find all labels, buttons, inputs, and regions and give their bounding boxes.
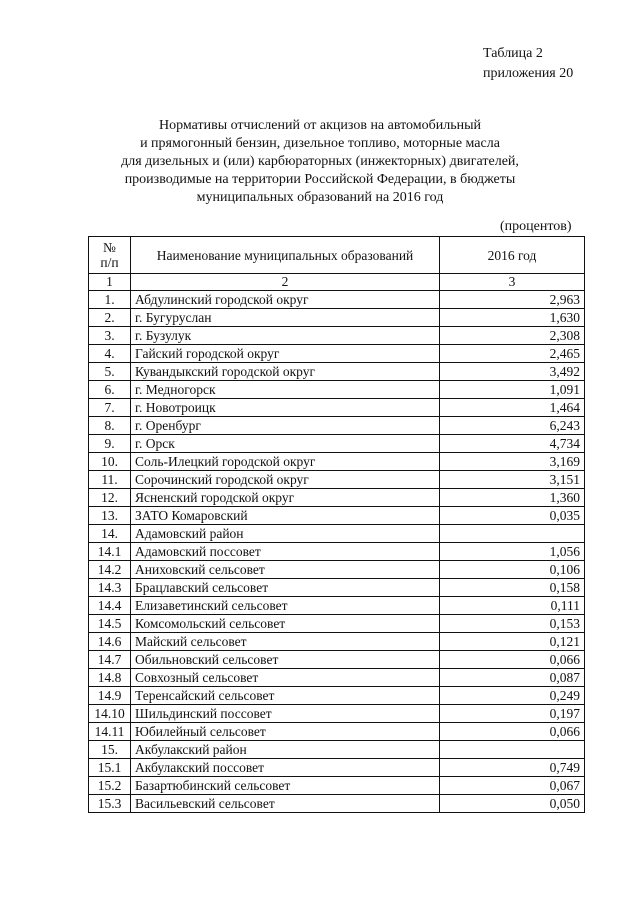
row-name: Акбулакский район [131, 741, 440, 759]
row-number: 6. [89, 381, 131, 399]
units-label: (процентов) [500, 219, 572, 234]
row-value: 0,066 [440, 651, 585, 669]
norms-table [88, 236, 585, 813]
row-name: г. Медногорск [131, 381, 440, 399]
column-index: 3 [440, 274, 585, 291]
row-name: Гайский городской округ [131, 345, 440, 363]
row-name: Майский сельсовет [131, 633, 440, 651]
header-year: 2016 год [440, 237, 585, 274]
row-number: 15.1 [89, 759, 131, 777]
table-row [89, 291, 585, 309]
table-reference [483, 44, 573, 84]
title-line: и прямогонный бензин, дизельное топливо, моторные масла [140, 136, 500, 151]
row-number: 9. [89, 435, 131, 453]
row-number: 14.11 [89, 723, 131, 741]
reference-table-number: Таблица 2 [483, 46, 543, 61]
table-row [89, 417, 585, 435]
table-row [89, 471, 585, 489]
title-line: для дизельных и (или) карбюраторных (инжекторных) двигателей, [121, 154, 519, 169]
table-row [89, 435, 585, 453]
row-name: Васильевский сельсовет [131, 795, 440, 813]
row-number: 14.6 [89, 633, 131, 651]
table-header-row [89, 237, 585, 274]
row-name: Юбилейный сельсовет [131, 723, 440, 741]
row-name: Соль-Илецкий городской округ [131, 453, 440, 471]
row-name: Шильдинский поссовет [131, 705, 440, 723]
row-number: 15.3 [89, 795, 131, 813]
row-value: 1,360 [440, 489, 585, 507]
table-row [89, 705, 585, 723]
row-value: 2,465 [440, 345, 585, 363]
row-name: Совхозный сельсовет [131, 669, 440, 687]
row-value: 0,050 [440, 795, 585, 813]
row-name: Сорочинский городской округ [131, 471, 440, 489]
row-name: Аниховский сельсовет [131, 561, 440, 579]
table-row [89, 687, 585, 705]
row-value: 0,121 [440, 633, 585, 651]
row-value: 6,243 [440, 417, 585, 435]
table-row [89, 615, 585, 633]
table-row [89, 309, 585, 327]
row-name: Адамовский поссовет [131, 543, 440, 561]
table-row [89, 399, 585, 417]
table-row [89, 561, 585, 579]
column-index: 1 [89, 274, 131, 291]
table-row [89, 741, 585, 759]
table-row [89, 543, 585, 561]
table-body [89, 291, 585, 813]
header-name: Наименование муниципальных образований [131, 237, 440, 274]
row-number: 4. [89, 345, 131, 363]
row-value: 0,158 [440, 579, 585, 597]
row-name: г. Бугуруслан [131, 309, 440, 327]
table-row [89, 651, 585, 669]
row-name: Комсомольский сельсовет [131, 615, 440, 633]
row-value: 1,056 [440, 543, 585, 561]
row-value: 0,066 [440, 723, 585, 741]
table-row [89, 669, 585, 687]
row-value [440, 741, 585, 759]
row-value: 3,492 [440, 363, 585, 381]
row-name: Обильновский сельсовет [131, 651, 440, 669]
row-name: Акбулакский поссовет [131, 759, 440, 777]
title-line: производимые на территории Российской Федерации, в бюджеты [124, 172, 516, 187]
row-value: 3,169 [440, 453, 585, 471]
table-row [89, 795, 585, 813]
row-number: 14.3 [89, 579, 131, 597]
row-number: 11. [89, 471, 131, 489]
row-number: 14.9 [89, 687, 131, 705]
row-number: 14.5 [89, 615, 131, 633]
table-row [89, 633, 585, 651]
row-value: 0,249 [440, 687, 585, 705]
header-number [89, 237, 131, 274]
table-row [89, 327, 585, 345]
row-number: 15.2 [89, 777, 131, 795]
title-line: Нормативы отчислений от акцизов на автомобильный [158, 118, 482, 133]
row-number: 14.1 [89, 543, 131, 561]
row-value: 2,308 [440, 327, 585, 345]
row-value: 0,067 [440, 777, 585, 795]
row-number: 14.7 [89, 651, 131, 669]
table-row [89, 579, 585, 597]
row-value: 0,111 [440, 597, 585, 615]
table-row [89, 381, 585, 399]
row-number: 7. [89, 399, 131, 417]
row-name: Елизаветинский сельсовет [131, 597, 440, 615]
table-row [89, 345, 585, 363]
row-number: 13. [89, 507, 131, 525]
row-name: Кувандыкский городской округ [131, 363, 440, 381]
row-name: г. Новотроицк [131, 399, 440, 417]
row-number: 14.2 [89, 561, 131, 579]
table-row [89, 489, 585, 507]
row-number: 12. [89, 489, 131, 507]
row-value: 3,151 [440, 471, 585, 489]
table-row [89, 759, 585, 777]
row-value: 1,091 [440, 381, 585, 399]
row-number: 14. [89, 525, 131, 543]
table-row [89, 453, 585, 471]
row-name: Базартюбинский сельсовет [131, 777, 440, 795]
row-value: 0,749 [440, 759, 585, 777]
header-number-symbol: № [103, 240, 116, 255]
table-row [89, 525, 585, 543]
table-row [89, 363, 585, 381]
row-number: 3. [89, 327, 131, 345]
title-line: муниципальных образований на 2016 год [196, 190, 444, 205]
row-value: 4,734 [440, 435, 585, 453]
table-row [89, 507, 585, 525]
row-name: г. Оренбург [131, 417, 440, 435]
header-number-abbr: п/п [100, 255, 119, 270]
row-number: 1. [89, 291, 131, 309]
row-name: Адамовский район [131, 525, 440, 543]
table-row [89, 597, 585, 615]
reference-appendix: приложения 20 [483, 66, 574, 81]
row-name: Абдулинский городской округ [131, 291, 440, 309]
row-name: ЗАТО Комаровский [131, 507, 440, 525]
row-value: 1,630 [440, 309, 585, 327]
row-value: 0,153 [440, 615, 585, 633]
column-index-row [89, 274, 585, 291]
row-number: 10. [89, 453, 131, 471]
row-value: 2,963 [440, 291, 585, 309]
row-name: Брацлавский сельсовет [131, 579, 440, 597]
table-row [89, 777, 585, 795]
row-name: Ясненский городской округ [131, 489, 440, 507]
row-number: 2. [89, 309, 131, 327]
column-index: 2 [131, 274, 440, 291]
row-number: 15. [89, 741, 131, 759]
table-row [89, 723, 585, 741]
row-value [440, 525, 585, 543]
row-value: 0,035 [440, 507, 585, 525]
row-number: 5. [89, 363, 131, 381]
row-name: Теренсайский сельсовет [131, 687, 440, 705]
row-name: г. Орск [131, 435, 440, 453]
row-value: 0,197 [440, 705, 585, 723]
row-value: 0,106 [440, 561, 585, 579]
document-title [60, 117, 580, 207]
row-number: 14.4 [89, 597, 131, 615]
row-number: 14.10 [89, 705, 131, 723]
row-value: 0,087 [440, 669, 585, 687]
row-number: 14.8 [89, 669, 131, 687]
row-number: 8. [89, 417, 131, 435]
row-name: г. Бузулук [131, 327, 440, 345]
row-value: 1,464 [440, 399, 585, 417]
